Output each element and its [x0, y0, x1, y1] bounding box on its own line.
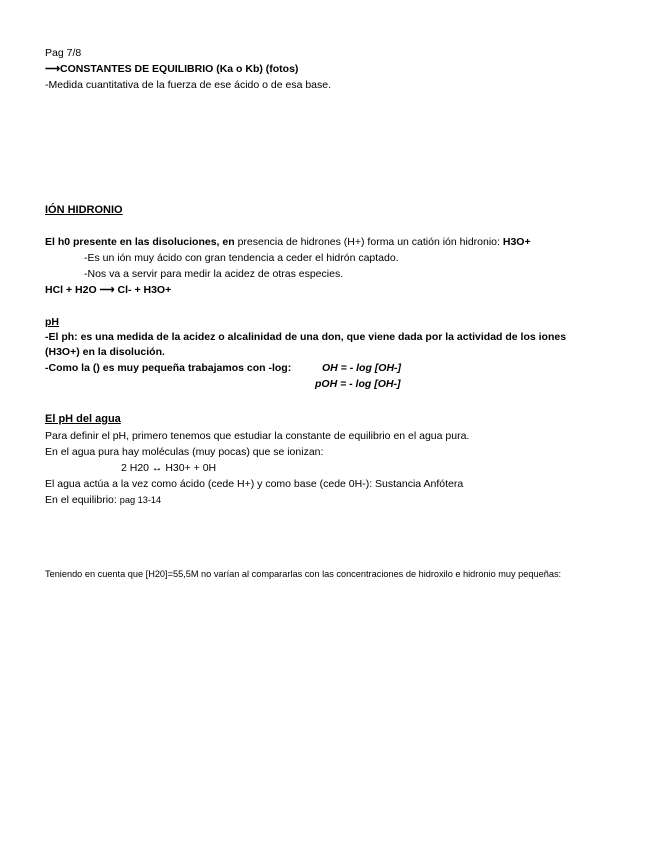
constants-description: -Medida cuantitativa de la fuerza de ese ácido o de esa base.: [45, 79, 332, 91]
hidronio-intro: [45, 236, 531, 249]
hidronio-heading: IÓN HIDRONIO: [45, 204, 123, 216]
water-equilibrium: [45, 494, 161, 507]
ph-formula-oh: OH = - log [OH-]: [322, 362, 402, 374]
water-heading: El pH del agua: [45, 413, 121, 425]
hidronio-intro-bold: El h0 presente en las disoluciones, en: [45, 236, 235, 248]
hidronio-intro-formula: H3O+: [502, 236, 531, 248]
hidronio-bullet-1: -Es un ión muy ácido con gran tendencia a ceder el hidrón captado.: [84, 252, 399, 264]
constants-heading: ⟶CONSTANTES DE EQUILIBRIO (Ka o Kb) (fotos): [45, 63, 299, 75]
hidronio-intro-rest: presencia de hidrones (H+) forma un catión ión hidronio:: [234, 236, 503, 248]
ph-formula-poh: pOH = - log [OH-]: [315, 378, 401, 390]
water-equilibrium-ref: pag 13-14: [119, 495, 162, 505]
water-line-1: Para definir el pH, primero tenemos que estudiar la constante de equilibrio en el agua pura.: [45, 430, 470, 442]
hidronio-bullet-2: -Nos va a servir para medir la acidez de otras especies.: [84, 268, 344, 280]
water-reaction: 2 H20 ↔ H30+ + 0H: [121, 462, 217, 474]
ph-definition-line-1: -El ph: es una medida de la acidez o alcalinidad de una don, que viene dada por la actividad de los iones: [45, 331, 567, 343]
water-equilibrium-label: En el equilibrio:: [45, 494, 120, 506]
ph-definition-line-2: (H3O+) en la disolución.: [45, 346, 165, 358]
water-line-2: En el agua pura hay moléculas (muy pocas) que se ionizan:: [45, 446, 324, 458]
ph-log-text: -Como la () es muy pequeña trabajamos con -log:: [45, 362, 292, 374]
hidronio-reaction: HCl + H2O ⟶ Cl- + H3O+: [45, 284, 172, 296]
page-label: Pag 7/8: [45, 47, 82, 59]
ph-heading: pH: [45, 316, 59, 328]
footer-note: Teniendo en cuenta que [H20]=55,5M no varían al compararlas con las concentraciones de hidroxilo e hidronio muy pequeñas:: [45, 569, 562, 579]
water-line-3: El agua actúa a la vez como ácido (cede H+) y como base (cede 0H-): Sustancia Anfótera: [45, 478, 464, 490]
